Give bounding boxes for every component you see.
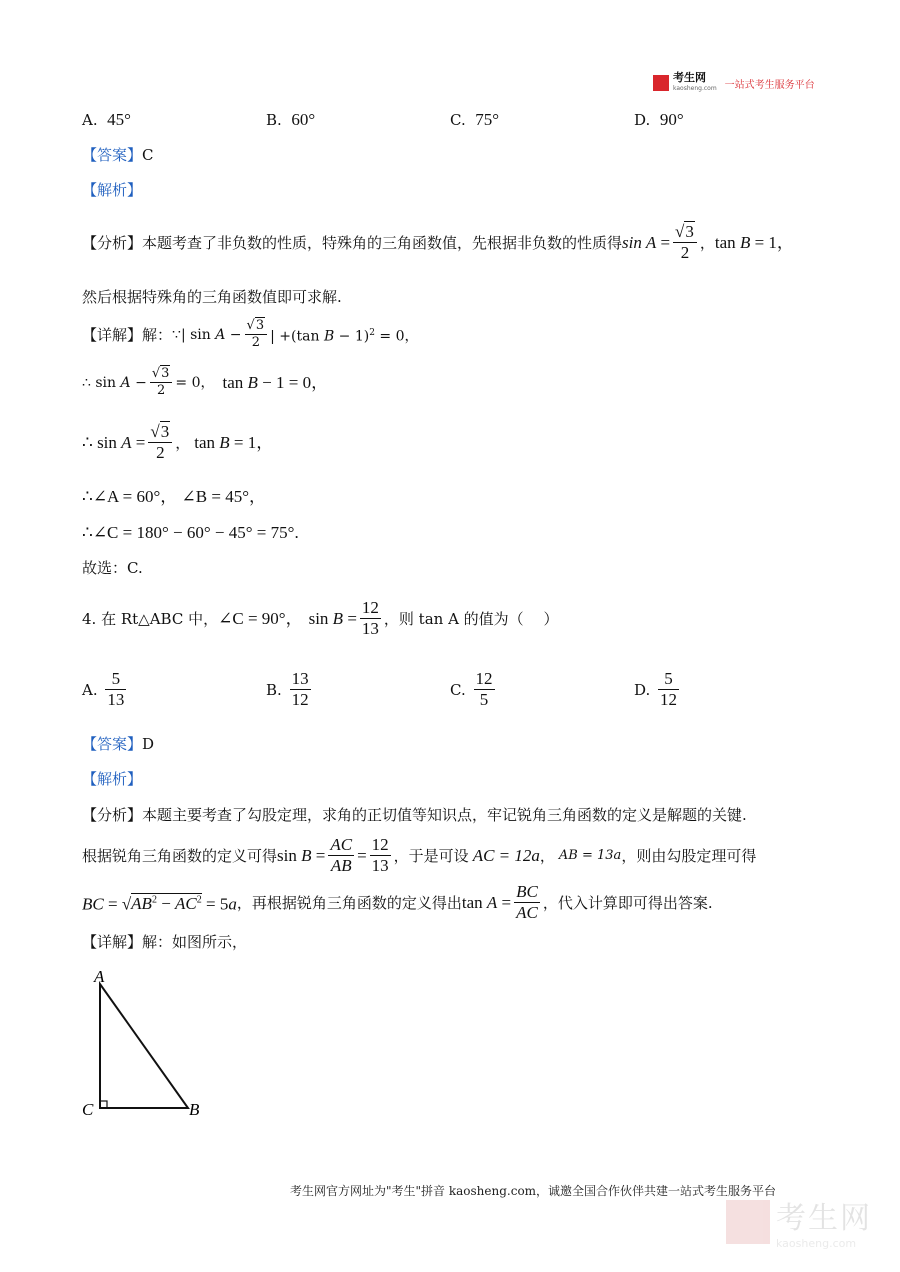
q3-fenxi-line2: 然后根据特殊角的三角函数值即可求解. <box>82 288 342 306</box>
q3-option-d: D. 90° <box>634 110 684 129</box>
q3-option-b: B. 60° <box>266 110 316 129</box>
logo-domain: kaosheng.com <box>673 85 717 92</box>
q4-analysis-tag: 【解析】 <box>82 770 143 788</box>
q3-fenxi: 【分析】 本题考查了非负数的性质，特殊角的三角函数值，先根据非负数的性质得 sin A = $\frac{√3}{2}$ ， tan B = 1， <box>82 222 794 262</box>
watermark-sub: kaosheng.com <box>776 1237 857 1250</box>
q3-step3: ∴∠A = 60°， ∠B = 45°， <box>82 487 267 506</box>
triangle-shape <box>100 984 188 1108</box>
logo-slogan: 一站式考生服务平台 <box>724 79 815 91</box>
q3-step1: ∴ sin A − $\frac{√3}{2}$ = 0， tan B − 1 = 0， <box>82 366 329 398</box>
q3-step4: ∴∠C = 180° − 60° − 45° = 75°. <box>82 523 299 542</box>
q4-line3: BC = $√AB^2 - AC^2 = 5a$ ，再根据锐角三角函数的定义得出 tan A = $\frac{BC}{AC}$ ，代入计算即可得出答案. <box>82 882 713 922</box>
logo-icon <box>653 75 669 91</box>
q3-conclusion: 故选：C. <box>82 559 143 577</box>
watermark-text: 考生网 <box>776 1201 872 1236</box>
vertex-c-label: C <box>82 1100 94 1119</box>
q4-option-d: D. $\frac{5}{12}$ <box>634 669 678 709</box>
header-logo <box>653 72 815 94</box>
q3-option-c: C. 75° <box>450 110 500 129</box>
vertex-b-label: B <box>189 1100 200 1119</box>
vertex-a-label: A <box>94 967 105 986</box>
q4-option-a: A. $\frac{5}{13}$ <box>82 669 125 709</box>
q3-option-a: A. 45° <box>82 110 131 129</box>
right-angle-mark <box>100 1101 107 1108</box>
q3-analysis-tag: 【解析】 <box>82 181 143 199</box>
q3-answer: 【答案】C <box>82 146 154 164</box>
footer-text: 考生网官方网址为"考生"拼音 kaosheng.com，诚邀全国合作伙伴共建一站式考生服务平台 <box>290 1184 777 1198</box>
q4-stem: 4. 在 Rt△ABC 中， ∠C = 90°， sin B = $\frac{12}{13}$ ，则 tan A 的值为（ ） <box>82 598 559 638</box>
q3-step2: ∴ sin A = $\frac{√3}{2}$ ， tan B = 1， <box>82 422 274 462</box>
q4-line2: 根据锐角三角函数的定义可得 sin B = $\frac{AC}{AB}$ = $\frac{12}{13}$ ，于是可设 AC = 12a ， AB = 13a ，则由勾股定理可得 <box>82 835 757 875</box>
q4-detail: 【详解】解：如图所示， <box>82 933 248 951</box>
q4-option-c: C. $\frac{12}{5}$ <box>450 669 493 709</box>
watermark-icon <box>726 1200 770 1244</box>
q4-option-b: B. $\frac{13}{12}$ <box>266 669 309 709</box>
q3-detail: 【详解】 解： ∵| sin A − $\frac{√3}{2}$ | +(tan B − 1)$^2$ = 0， <box>82 318 419 350</box>
q4-fenxi: 【分析】本题主要考查了勾股定理，求角的正切值等知识点，牢记锐角三角函数的定义是解题的关键. <box>82 806 747 824</box>
q4-answer: 【答案】D <box>82 735 155 753</box>
triangle-diagram <box>74 962 214 1124</box>
watermark <box>726 1193 872 1250</box>
logo-brand: 考生网 <box>673 71 706 84</box>
